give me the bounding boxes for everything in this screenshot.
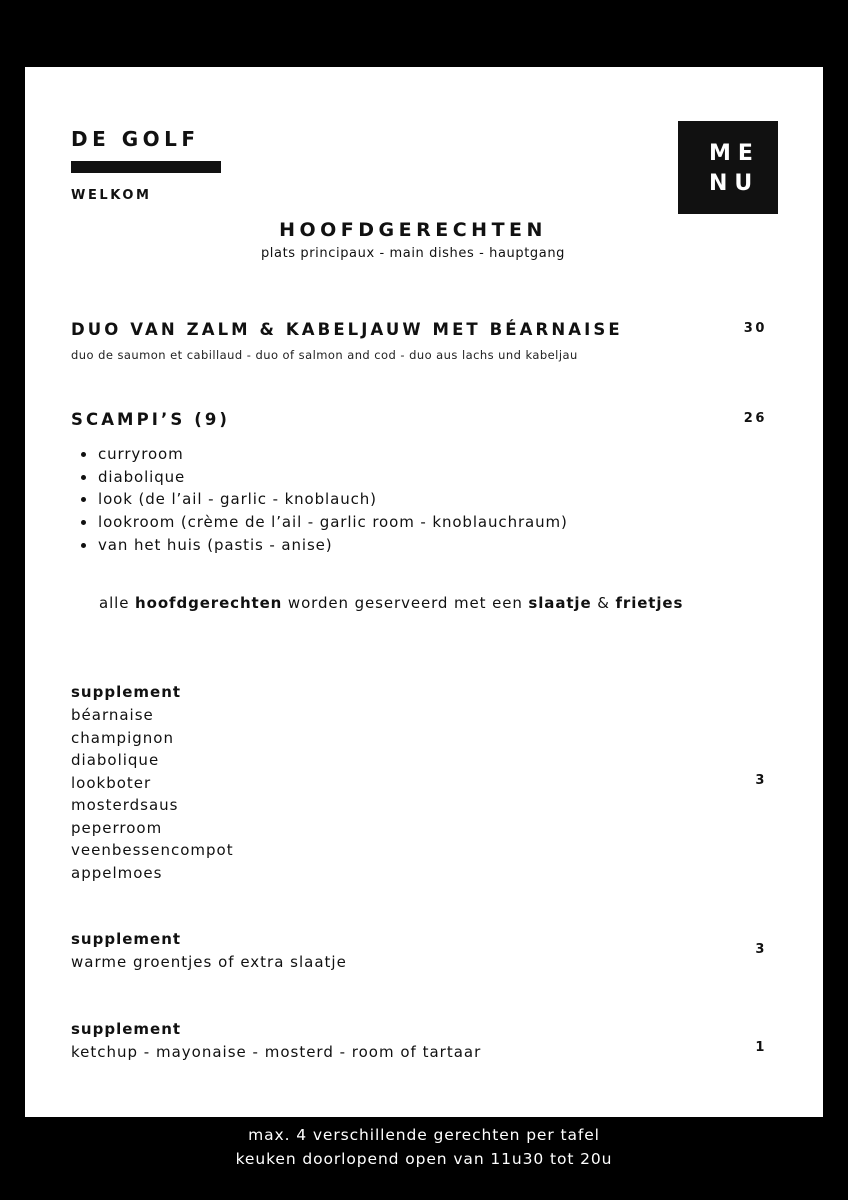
list-item: mosterdsaus: [71, 796, 179, 814]
list-item: curryroom: [79, 443, 568, 466]
note-text: &: [591, 594, 616, 612]
list-item: diabolique: [79, 466, 568, 489]
list-item: peperroom: [71, 818, 163, 837]
footer-kitchen-hours: keuken doorlopend open van 11u30 tot 20u: [235, 1150, 613, 1168]
supplement-item: ketchup - mayonaise - mosterd - room of tartaar: [71, 1043, 482, 1061]
list-item: veenbessencompot: [71, 841, 234, 859]
dish-price-duo: 30: [743, 321, 767, 336]
scampi-options-list: [79, 443, 568, 557]
note-bold-hoofdgerechten: hoofdgerechten: [135, 594, 283, 612]
note-bold-frietjes: frietjes: [615, 594, 684, 612]
list-item: champignon: [71, 728, 174, 747]
note-text: worden geserveerd met een: [282, 594, 529, 612]
menu-badge-line-1: ME: [709, 141, 760, 166]
note-bold-slaatje: slaatje: [528, 594, 592, 612]
section-title: HOOFDGERECHTEN: [279, 219, 547, 241]
supplement-price: 1: [755, 1040, 767, 1055]
list-item: lookboter: [71, 773, 152, 792]
note-text: alle: [99, 594, 136, 612]
supplement-heading: supplement: [71, 683, 182, 701]
dish-translation-duo: duo de saumon et cabillaud - duo of salmon and cod - duo aus lachs und kabeljau: [71, 348, 578, 362]
dish-name-duo: DUO VAN ZALM & KABELJAUW MET BÉARNAISE: [71, 320, 623, 339]
supplement-price: 3: [755, 942, 767, 957]
serving-note: [99, 594, 683, 612]
dish-price-scampis: 26: [743, 411, 767, 426]
menu-badge: [678, 121, 778, 214]
menu-card: [25, 67, 823, 1117]
list-item: look (de l’ail - garlic - knoblauch): [79, 488, 568, 511]
supplement-heading: supplement: [71, 1020, 182, 1038]
supplement-item: warme groentjes of extra slaatje: [71, 953, 347, 971]
list-item: diabolique: [71, 751, 160, 769]
list-item: lookroom (crème de l’ail - garlic room - knoblauchraum): [79, 511, 568, 534]
brand-underline-bar: [71, 161, 221, 173]
supplement-heading: supplement: [71, 930, 182, 948]
menu-badge-line-2: NU: [709, 171, 760, 196]
list-item: van het huis (pastis - anise): [79, 534, 568, 557]
footer-max-dishes: max. 4 verschillende gerechten per tafel: [248, 1126, 600, 1144]
supplement-price: 3: [755, 773, 767, 788]
supplement-sauce-list: [71, 704, 234, 884]
section-subtitle: plats principaux - main dishes - hauptgang: [260, 246, 566, 261]
list-item: appelmoes: [71, 863, 163, 882]
welcome-label: WELKOM: [71, 188, 152, 203]
list-item: béarnaise: [71, 706, 154, 724]
dish-name-scampis: SCAMPI’S (9): [71, 410, 231, 429]
brand-name: DE GOLF: [71, 127, 200, 151]
